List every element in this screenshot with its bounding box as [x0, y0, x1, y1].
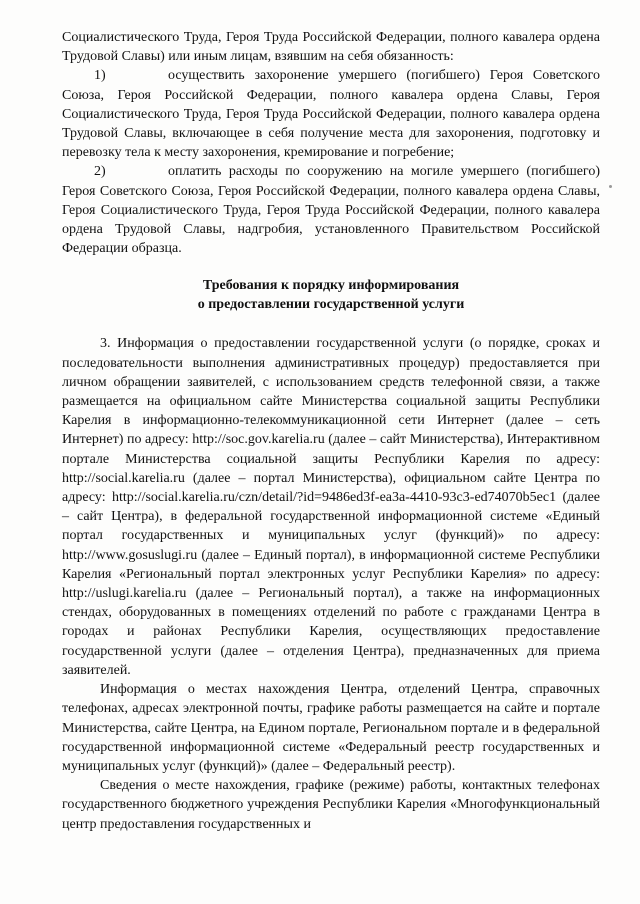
list-item-text: оплатить расходы по сооружению на могиле умершего (погибшего) Героя Советского Союза, Героя Российской Федерации, полного кавалера ордена Славы, Героя Социалистического Труда, Героя Труда Российской Федерации, полного кавалера ордена Трудовой Славы, надгробия, установленного Правительством Российской Федерации образца.	[62, 164, 600, 257]
list-item	[62, 66, 600, 162]
scan-speck	[609, 185, 612, 188]
list-item-number: 2)	[94, 164, 106, 180]
section-heading	[62, 276, 600, 314]
intro-paragraph: Социалистического Труда, Героя Труда Российской Федерации, полного кавалера ордена Трудовой Славы) или иным лицам, взявшим на себя обязанность:	[62, 30, 600, 65]
last-paragraph: Сведения о месте нахождения, графике (режиме) работы, контактных телефонах государственного бюджетного учреждения Республики Карелия «Многофункциональный центр предоставления государственных и	[62, 778, 600, 832]
info-paragraph: Информация о местах нахождения Центра, отделений Центра, справочных телефонах, адресах электронной почты, графике работы размещается на сайте и портале Министерства, сайте Центра, на Едином портале, Региональном портале и в федеральной государственной информационной системе «Федеральный реестр государственных и муниципальных услуг (функций)» (далее – Федеральный реестр).	[62, 682, 600, 774]
list-item-number: 1)	[94, 68, 106, 84]
section-heading-line-2: о предоставлении государственной услуги	[197, 297, 465, 313]
section-heading-line-1: Требования к порядку информирования	[202, 278, 460, 294]
list-item-text: осуществить захоронение умершего (погибшего) Героя Советского Союза, Героя Российской Федерации, полного кавалера ордена Славы, Героя Социалистического Труда, Героя Труда Российской Федерации, полного кавалера ордена Трудовой Славы, включающее в себя получение места для захоронения, подготовку и перевозку тела к месту захоронения, кремирование и погребение;	[62, 68, 600, 161]
paragraph-3: 3. Информация о предоставлении государственной услуги (о порядке, сроках и последовательности выполнения административных процедур) предоставляется при личном обращении заявителей, с использованием средств телефонной связи, а также размещается на официальном сайте Министерства социальной защиты Республики Карелия в информационно-телекоммуникационной сети Интернет (далее – сеть Интернет) по адресу: http://soc.gov.karelia.ru (далее – сайт Министерства), Интерактивном портале Министерства социальной защиты Республики Карелия по адресу: http://social.karelia.ru (далее – портал Министерства), официальном сайте Центра по адресу: http://social.karelia.ru/czn/detail/?id=9486ed3f-ea3a-4410-93c3-ed74070b5ec1 (далее – сайт Центра), в федеральной государственной информационной системе «Единый портал государственных и муниципальных услуг (функций)» по адресу: http://www.gosuslugi.ru (далее – Единый портал), в информационной системе Республики Карелия «Региональный портал электронных услуг Республики Карелия» по адресу: http://uslugi.karelia.ru (далее – Региональный портал), а также на информационных стендах, оборудованных в помещениях отделений по работе с гражданами Центра в городах и районах Республики Карелия, осуществляющих предоставление государственной услуги (далее – отделения Центра), предназначенных для приема заявителей.	[62, 336, 600, 678]
list-item	[62, 162, 600, 258]
